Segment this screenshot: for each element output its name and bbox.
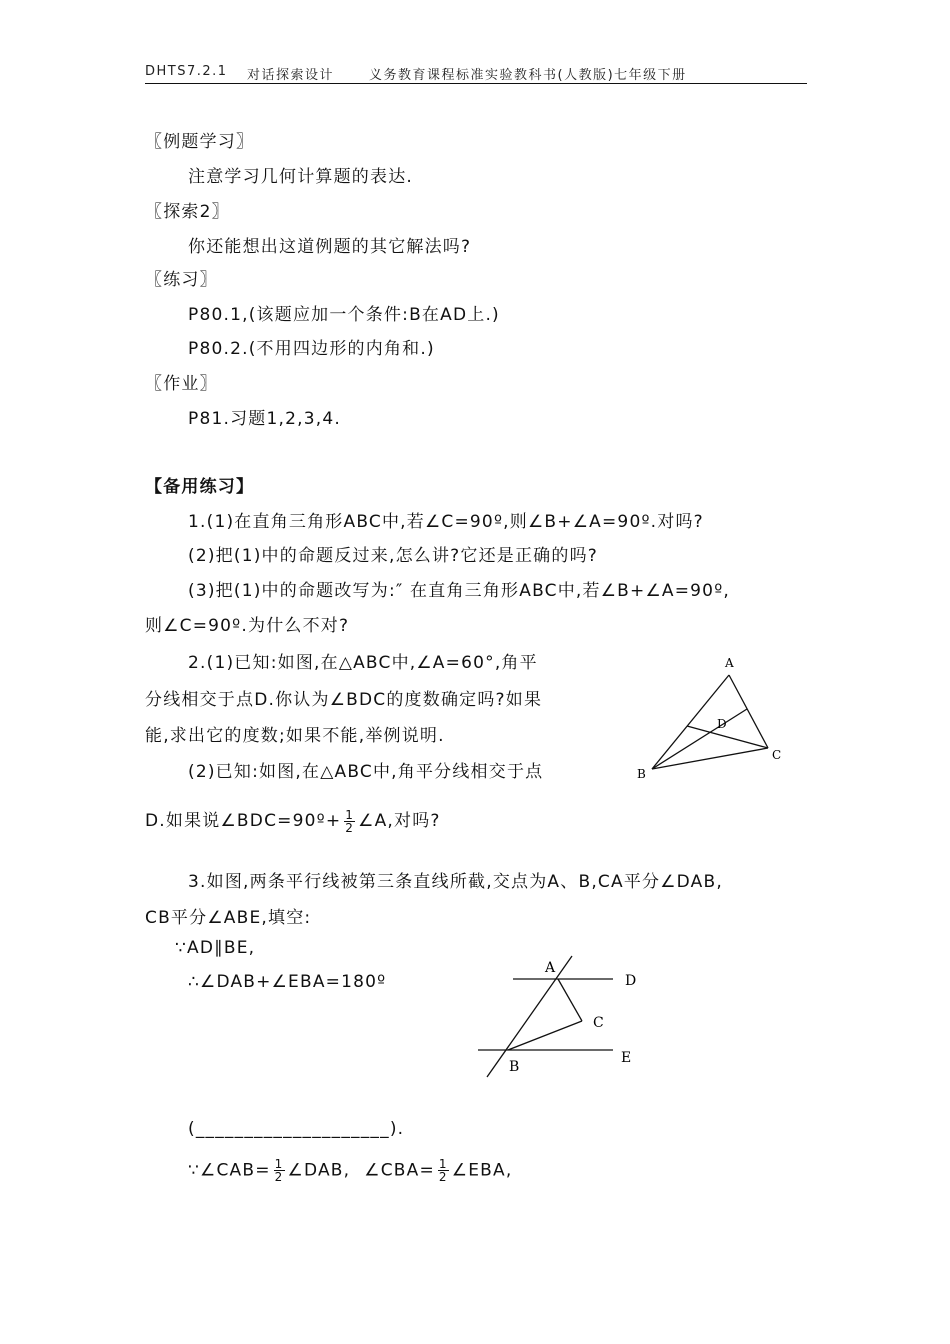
example-section-text: 注意学习几何计算题的表达. bbox=[188, 167, 414, 187]
proof-step-3-dab: ∠DAB, bbox=[287, 1160, 351, 1181]
triangle-bisector-figure bbox=[630, 650, 790, 785]
explore-section-title: 〖探索2〗 bbox=[145, 202, 230, 222]
fill-in-blank: (____________________). bbox=[188, 1119, 405, 1139]
label-b: B bbox=[509, 1059, 520, 1075]
proof-step-2: ∴∠DAB+∠EBA=180º bbox=[188, 972, 387, 992]
question-3-line-2: CB平分∠ABE,填空: bbox=[145, 908, 312, 928]
homework-section-title: 〖作业〗 bbox=[145, 374, 218, 394]
fraction-denominator: 2 bbox=[438, 1170, 448, 1184]
example-section-title: 〖例题学习〗 bbox=[145, 132, 255, 152]
fraction-denominator: 2 bbox=[345, 820, 355, 835]
question-1-part-3-line-1: (3)把(1)中的命题改写为:″ 在直角三角形ABC中,若∠B+∠A=90º, bbox=[188, 581, 731, 601]
question-2-part-2-text-before: D.如果说∠BDC=90º+ bbox=[145, 811, 342, 831]
question-1-part-1: 1.(1)在直角三角形ABC中,若∠C=90º,则∠B+∠A=90º.对吗? bbox=[188, 512, 704, 532]
side-ac bbox=[729, 675, 768, 748]
label-a: A bbox=[725, 656, 734, 670]
question-1-part-2: (2)把(1)中的命题反过来,怎么讲?它还是正确的吗? bbox=[188, 546, 599, 566]
proof-step-1: ∵AD∥BE, bbox=[175, 938, 256, 958]
proof-step-3-cba: ∠CBA= bbox=[364, 1160, 435, 1181]
label-d: D bbox=[625, 973, 637, 989]
label-b: B bbox=[637, 767, 646, 781]
homework-section-text: P81.习题1,2,3,4. bbox=[188, 409, 341, 429]
question-2-part-2-line-1: (2)已知:如图,在△ABC中,角平分线相交于点 bbox=[188, 762, 544, 782]
fraction-one-half bbox=[438, 1158, 449, 1183]
practice-item-1: P80.1,(该题应加一个条件:B在AD上.) bbox=[188, 305, 500, 325]
proof-step-3-cab: ∵∠CAB= bbox=[188, 1160, 271, 1181]
question-2-part-1-line-1: 2.(1)已知:如图,在△ABC中,∠A=60°,角平 bbox=[188, 653, 538, 673]
practice-item-2: P80.2.(不用四边形的内角和.) bbox=[188, 339, 435, 359]
fraction-denominator: 2 bbox=[274, 1170, 284, 1184]
fraction-one-half bbox=[274, 1158, 285, 1183]
label-c: C bbox=[772, 748, 782, 762]
label-d: D bbox=[717, 717, 727, 731]
fraction-one-half bbox=[344, 809, 355, 834]
backup-section-title: 【备用练习】 bbox=[145, 477, 255, 497]
bisector-from-c bbox=[687, 726, 768, 748]
segment-ac bbox=[558, 979, 582, 1021]
header-book-title: 义务教育课程标准实验教科书(人教版)七年级下册 bbox=[369, 68, 687, 83]
segment-cb bbox=[508, 1021, 582, 1050]
question-1-part-3-line-2: 则∠C=90º.为什么不对? bbox=[145, 616, 350, 636]
explore-section-text: 你还能想出这道例题的其它解法吗? bbox=[188, 237, 472, 257]
question-2-part-2-line-2 bbox=[145, 806, 441, 834]
parallel-lines-figure bbox=[470, 950, 645, 1082]
practice-section-title: 〖练习〗 bbox=[145, 270, 218, 290]
proof-step-3 bbox=[188, 1158, 512, 1183]
fraction-numerator: 1 bbox=[274, 1157, 284, 1171]
fraction-numerator: 1 bbox=[345, 807, 355, 822]
proof-step-3-eba: ∠EBA, bbox=[451, 1160, 513, 1181]
header-design: 对话探索设计 bbox=[247, 68, 335, 83]
question-3-line-1: 3.如图,两条平行线被第三条直线所截,交点为A、B,CA平分∠DAB, bbox=[188, 872, 723, 892]
header-code: DHTS7.2.1 bbox=[145, 64, 228, 79]
fraction-numerator: 1 bbox=[438, 1157, 448, 1171]
transversal-line bbox=[487, 956, 572, 1077]
header-rule bbox=[145, 83, 807, 84]
question-2-part-1-line-2: 分线相交于点D.你认为∠BDC的度数确定吗?如果 bbox=[145, 690, 543, 710]
question-2-part-1-line-3: 能,求出它的度数;如果不能,举例说明. bbox=[145, 726, 445, 746]
label-c: C bbox=[593, 1015, 604, 1031]
label-a: A bbox=[545, 960, 556, 976]
question-2-part-2-text-after: ∠A,对吗? bbox=[358, 811, 441, 831]
label-e: E bbox=[621, 1050, 632, 1066]
